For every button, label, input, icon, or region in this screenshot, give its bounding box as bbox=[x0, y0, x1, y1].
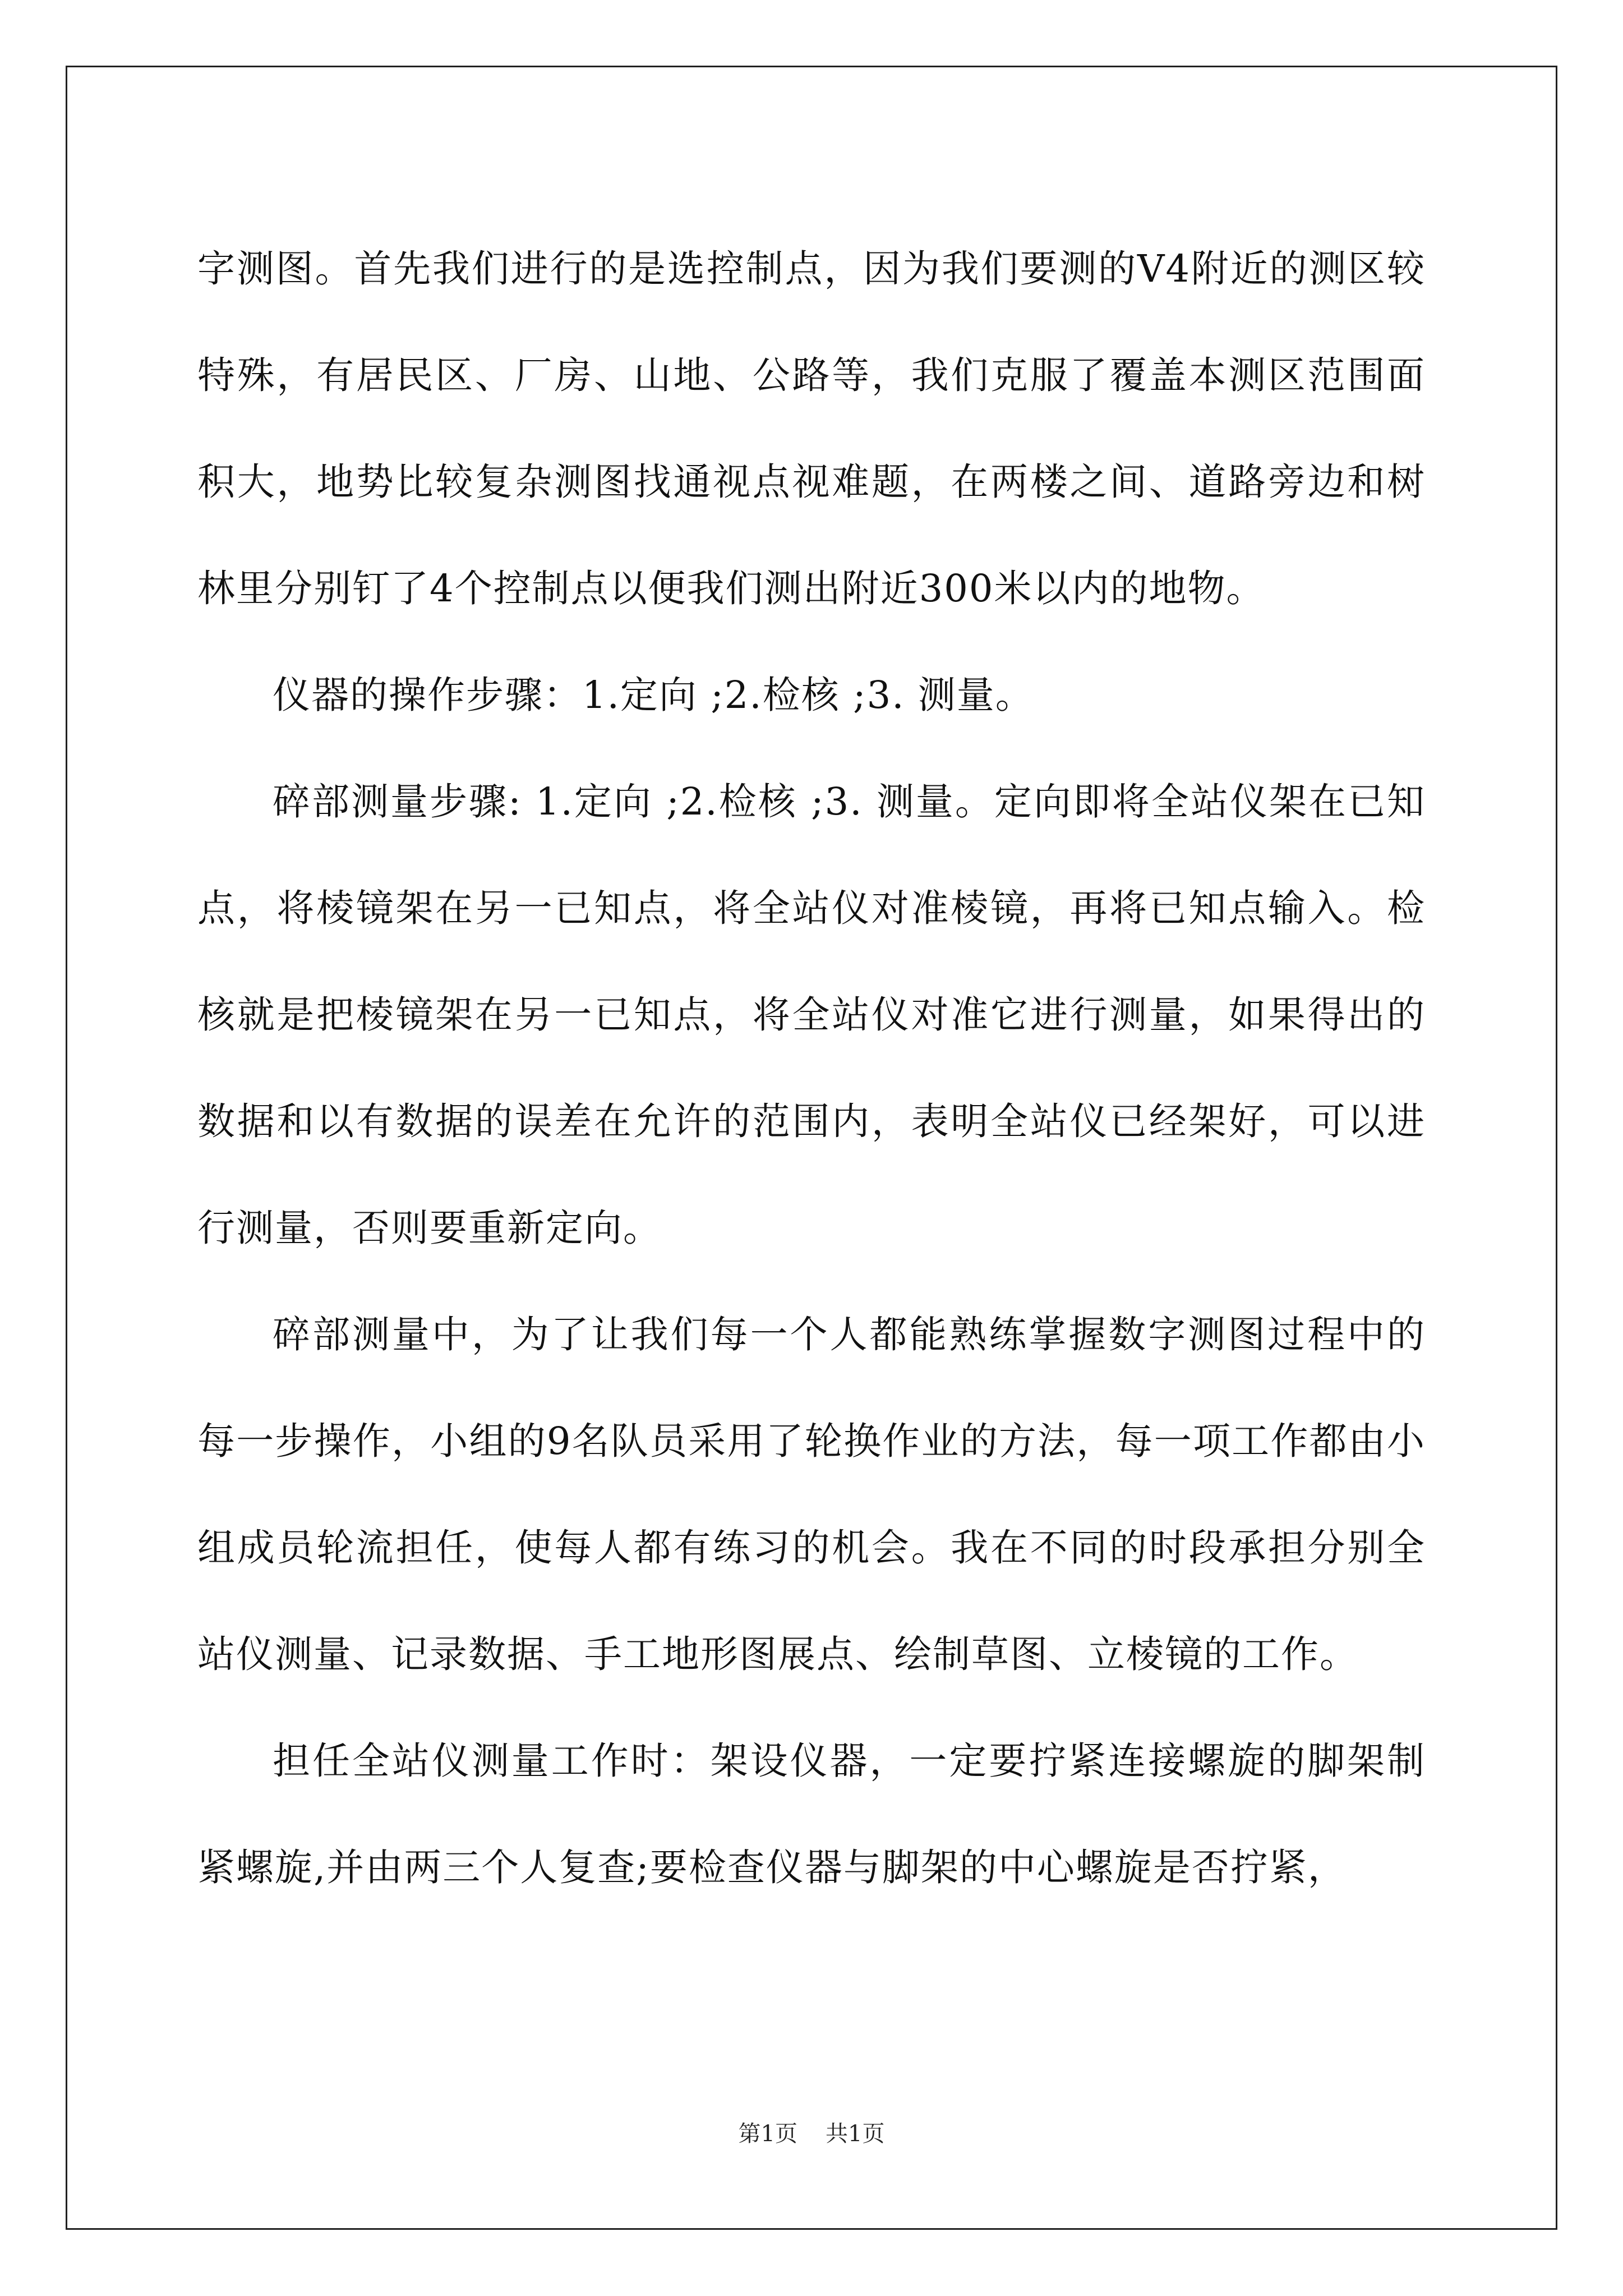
paragraph-2: 仪器的操作步骤：1.定向 ;2.检核 ;3. 测量。 bbox=[273, 673, 1034, 717]
document-body bbox=[197, 215, 1426, 1921]
paragraph-1: 字测图。首先我们进行的是选控制点，因为我们要测的V4附近的测区较特殊，有居民区、厂房、山地、公路等，我们克服了覆盖本测区范围面积大，地势比较复杂测图找通视点视难题，在两楼之间、道路旁边和树林里分别钉了4个控制点以便我们测出附近300米以内的地物。 bbox=[197, 247, 1426, 610]
page-footer bbox=[0, 2116, 1623, 2148]
page-number: 第1页 bbox=[738, 2121, 797, 2147]
paragraph-5: 担任全站仪测量工作时：架设仪器，一定要拧紧连接螺旋的脚架制紧螺旋,并由两三个人复查;要检查仪器与脚架的中心螺旋是否拧紧， bbox=[197, 1739, 1426, 1889]
paragraph-3: 碎部测量步骤: 1.定向 ;2.检核 ;3. 测量。定向即将全站仪架在已知点，将棱镜架在另一已知点，将全站仪对准棱镜，再将已知点输入。检核就是把棱镜架在另一已知点，将全站仪对准它进行测量，如果得出的数据和以有数据的误差在允许的范围内，表明全站仪已经架好，可以进行测量，否则要重新定向。 bbox=[197, 780, 1426, 1250]
paragraph-4: 碎部测量中，为了让我们每一个人都能熟练掌握数字测图过程中的每一步操作，小组的9名队员采用了轮换作业的方法，每一项工作都由小组成员轮流担任，使每人都有练习的机会。我在不同的时段承担分别全站仪测量、记录数据、手工地形图展点、绘制草图、立棱镜的工作。 bbox=[197, 1313, 1426, 1676]
page-total: 共1页 bbox=[826, 2121, 885, 2147]
